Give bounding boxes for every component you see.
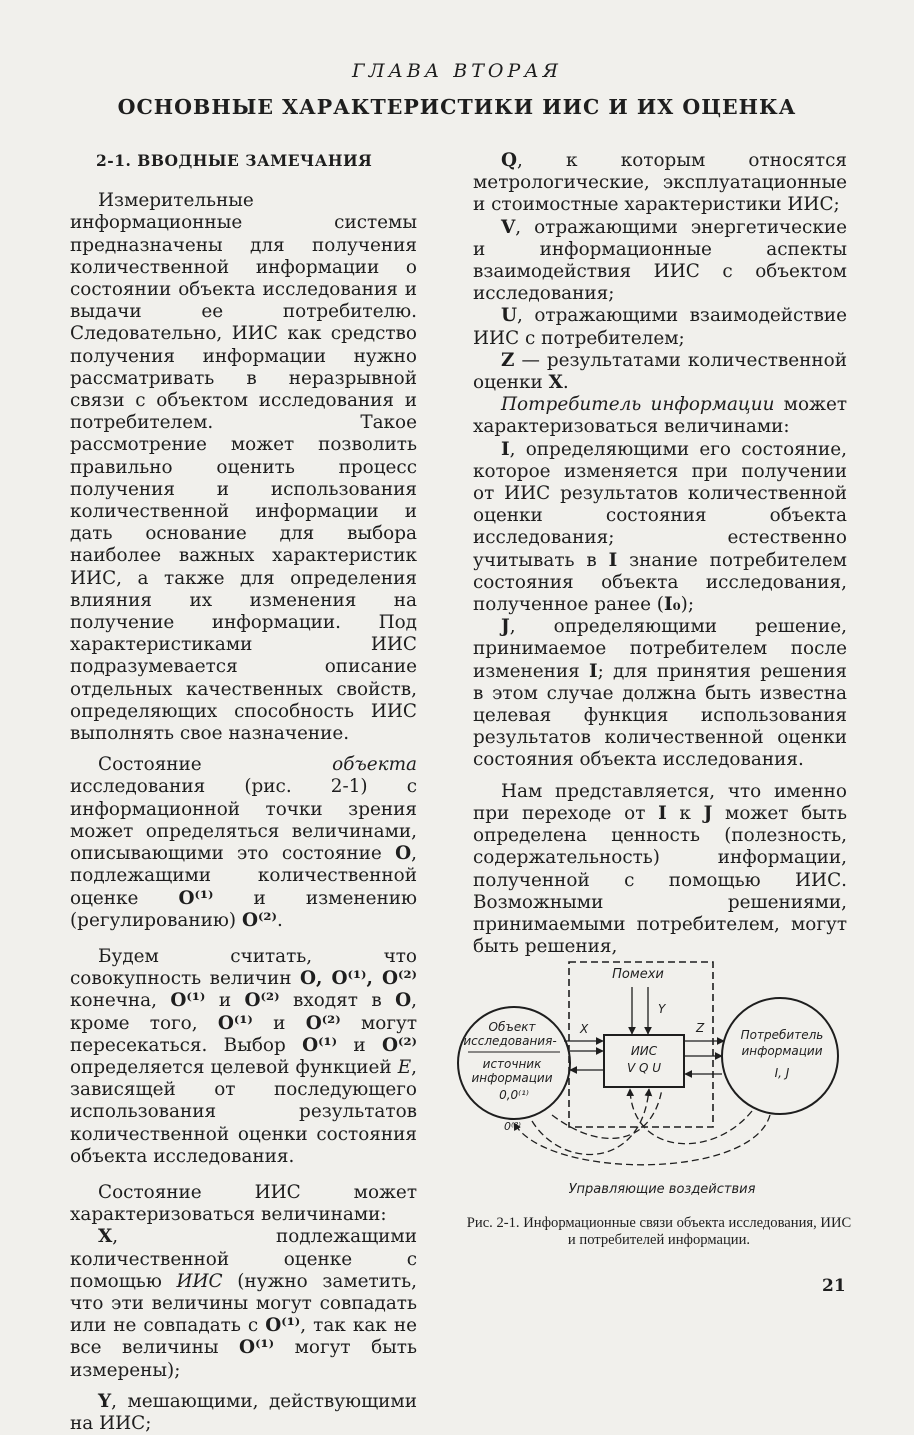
paragraph-consumer: Потребитель информации может характеризоваться величинами: (473, 394, 847, 438)
chapter-heading: ГЛАВА ВТОРАЯ (352, 60, 562, 82)
control-arc-3 (532, 1089, 649, 1154)
paragraph-q: Q, к которым относятся метрологические, эксплуатационные и стоимостные характеристики ИИС; (473, 150, 847, 216)
paragraph-z: Z — результатами количественной оценки X. (473, 349, 847, 394)
consumer-label-1: Потребитель (740, 1028, 824, 1042)
section-heading: 2-1. ВВОДНЫЕ ЗАМЕЧАНИЯ (96, 151, 373, 170)
vqu-label: V Q U (626, 1061, 662, 1075)
object-label-1: Объект (488, 1020, 536, 1034)
z-label: Z (696, 1021, 705, 1035)
noise-label: Помехи (612, 967, 664, 982)
object-label-2: исследования- (463, 1034, 557, 1048)
figure-caption: Рис. 2-1. Информационные связи объекта исследования, ИИС и потребителей информации. (466, 1215, 852, 1248)
paragraph-value: Нам представляется, что именно при переходе от I к J может быть определена ценность (полезность, содержательность) информации, полученной с помощью ИИС. Возможными решениями, принимаемыми потребителем, могут быть решения, (473, 780, 847, 958)
chapter-title: ОСНОВНЫЕ ХАРАКТЕРИСТИКИ ИИС И ИХ ОЦЕНКА (117, 95, 797, 119)
figure-information-links (452, 955, 852, 1203)
y-label: Y (658, 1002, 666, 1016)
paragraph-j: J, определяющими решение, принимаемое потребителем после изменения I; для принятия решения в этом случае должна быть известна целевая функция использования результатов количественной оценки состояния объекта исследования. (473, 616, 847, 771)
paragraph-y: Y, мешающими, действующими на ИИС; (70, 1390, 417, 1434)
consumer-label-3: I, J (774, 1066, 790, 1080)
right-column (473, 150, 847, 958)
object-label-4: информации (471, 1071, 553, 1085)
iis-label: ИИС (630, 1044, 658, 1058)
x-label: X (580, 1022, 589, 1036)
control-arc-1 (514, 1115, 770, 1165)
paragraph-intro: Измерительные информационные системы предназначены для получения количественной информации о состоянии объекта исследования и выдачи ее потребителю. Следовательно, ИИС как средство получения информации нужно рассматривать в неразрывной связи с объектом исследования и потребителем. Такое рассмотрение может позволить правильно оценить процесс получения и использования количественной информации и дать основание для выбора наиболее важных характеристик ИИС, а также для определения влияния их изменения на получение информации. Под характеристиками ИИС подразумевается описание отдельных качественных свойств, определяющих способность ИИС выполнять свое назначение. (70, 190, 417, 745)
paragraph-x: X, подлежащими количественной оценке с помощью ИИС (нужно заметить, что эти величины могут совпадать или не совпадать с О⁽¹⁾, так как не все величины О⁽¹⁾ могут быть измерены); (70, 1226, 417, 1381)
object-label-3: источник (482, 1057, 542, 1071)
left-column (70, 150, 417, 1435)
o2-label: 0⁽²⁾ (504, 1120, 521, 1133)
page-number: 21 (822, 1276, 846, 1296)
object-label-5: 0,0⁽¹⁾ (499, 1088, 529, 1102)
paragraph-iis-state: Состояние ИИС может характеризоваться величинами: (70, 1181, 417, 1226)
consumer-label-2: информации (741, 1044, 823, 1058)
paragraph-quantities: Будем считать, что совокупность величин О, О⁽¹⁾, О⁽²⁾ конечна, О⁽¹⁾ и О⁽²⁾ входят в О, кроме того, О⁽¹⁾ и О⁽²⁾ могут пересекаться. Выбор О⁽¹⁾ и О⁽²⁾ определяется целевой функцией Е, зависящей от последующего использования результатов количественной оценки состояния объекта исследования. (70, 945, 417, 1167)
paragraph-v: V, отражающими энергетические и информационные аспекты взаимодействия ИИС с объектом исследования; (473, 216, 847, 305)
paragraph-u: U, отражающими взаимодействие ИИС с потребителем; (473, 305, 847, 349)
paragraph-object-state: Состояние объекта исследования (рис. 2-1) с информационной точки зрения может определяться величинами, описывающими это состояние О, подлежащими количественной оценке О⁽¹⁾ и изменению (регулированию) О⁽²⁾. (70, 754, 417, 931)
paragraph-i: I, определяющими его состояние, которое изменяется при получении от ИИС результатов количественной оценки состояния объекта исследования; естественно учитывать в I знание потребителем состояния объекта исследования, полученное ранее (I₀); (473, 438, 847, 616)
control-label: Управляющие воздействия (568, 1182, 756, 1197)
